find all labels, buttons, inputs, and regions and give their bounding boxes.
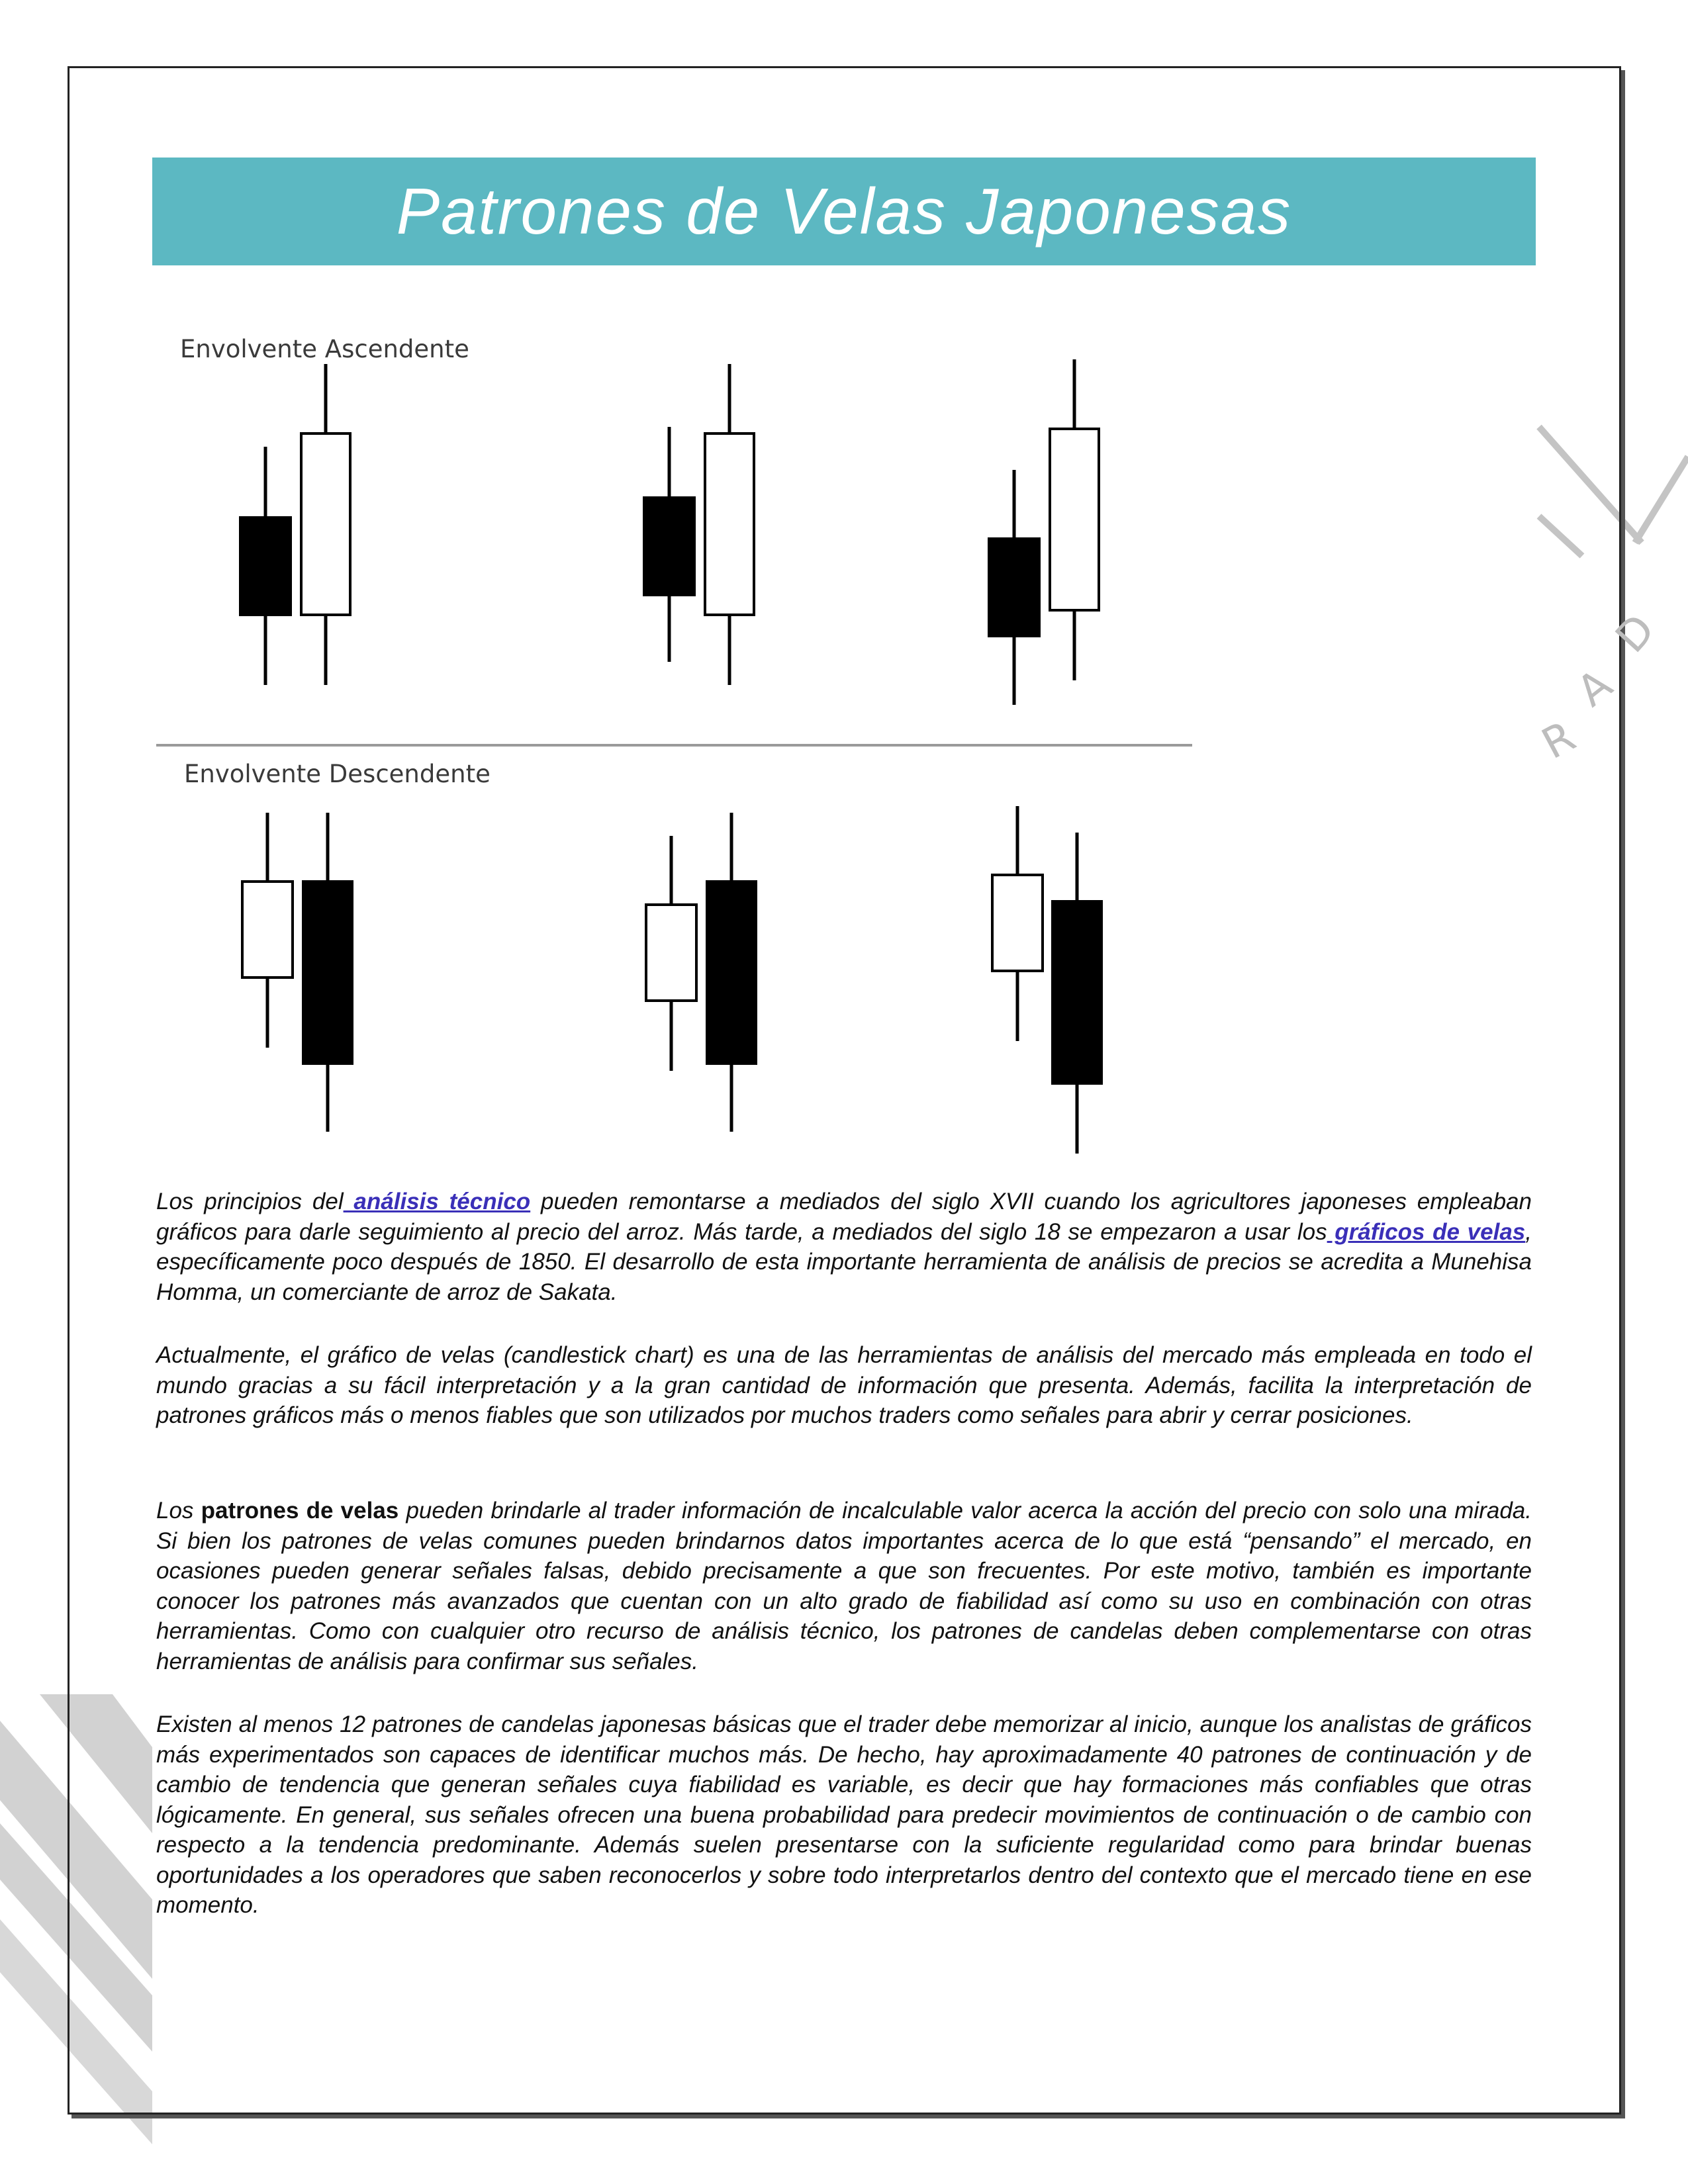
paragraph-text: pueden remontarse a mediados del siglo XVII cuando los agricultores japoneses empleaban gráficos para darle seguimiento al precio del arroz. Más tarde, a mediados del siglo 18 se empezaron a usar los — [156, 1189, 1532, 1245]
paragraph-text: Los — [156, 1498, 201, 1524]
bearish-engulfing-label: Envolvente Descendente — [184, 760, 491, 788]
page-title: Patrones de Velas Japonesas — [396, 175, 1292, 248]
watermark-letter: D — [1606, 605, 1665, 662]
link-graficos-de-velas[interactable]: gráficos de velas — [1327, 1218, 1526, 1245]
watermark-letter: A — [1568, 660, 1622, 717]
paragraph-text: pueden brindarle al trader información de incalculable valor acerca la acción del precio con solo una mirada. Si bien los patrones de velas comunes pueden brindarnos datos importantes acerca de lo que está “pensando” el mercado, en ocasiones pueden generar señales falsas, debido precisamente a que son frecuentes. Por este motivo, también es importante conocer los patrones más avanzados que cuentan con un alto grado de fiabilidad así como su uso en combinación con otras herramientas. Como con cualquier otro recurso de análisis técnico, los patrones de candelas deben complementarse con otras herramientas de análisis para confirmar sus señales. — [156, 1498, 1532, 1674]
link-analisis-tecnico[interactable]: análisis técnico — [343, 1189, 531, 1214]
paragraph-text: Los principios del — [156, 1189, 344, 1214]
paragraph-current-use: Actualmente, el gráfico de velas (candlestick chart) es una de las herramientas de análisis del mercado más empleada en todo el mundo gracias a su fácil interpretación y a la gran cantidad de información que presenta. Además, facilita la interpretación de patrones gráficos más o menos fiables que son utilizados por muchos traders como señales para abrir y cerrar posiciones. — [156, 1342, 1532, 1428]
bold-term: patrones de velas — [201, 1498, 399, 1524]
paragraph-text: , específicamente poco después de 1850. El desarrollo de esta importante herramienta de análisis de precios se acredita a Munehisa Homma, un comerciante de arroz de Sakata. — [156, 1218, 1532, 1305]
paragraph-pattern-count: Existen al menos 12 patrones de candelas japonesas básicas que el trader debe memorizar al inicio, aunque los analistas de gráficos más experimentados son capaces de identificar muchos más. De hecho, hay aproximadamente 40 patrones de continuación y de cambio de tendencia que generan señales cuya fiabilidad es variable, es decir que hay formaciones más confiables que otras lógicamente. En general, sus señales ofrecen una buena probabilidad para predecir movimientos de continuación o de cambio con respecto a la tendencia predominante. Además suelen presentarse con la suficiente regularidad como para brindar buenas oportunidades a los operadores que saben reconocerlos y sobre todo interpretarlos dentro del contexto que el mercado tiene en ese momento. — [156, 1711, 1532, 1918]
watermark-letter: R — [1534, 711, 1583, 770]
bullish-engulfing-label: Envolvente Ascendente — [180, 335, 469, 363]
